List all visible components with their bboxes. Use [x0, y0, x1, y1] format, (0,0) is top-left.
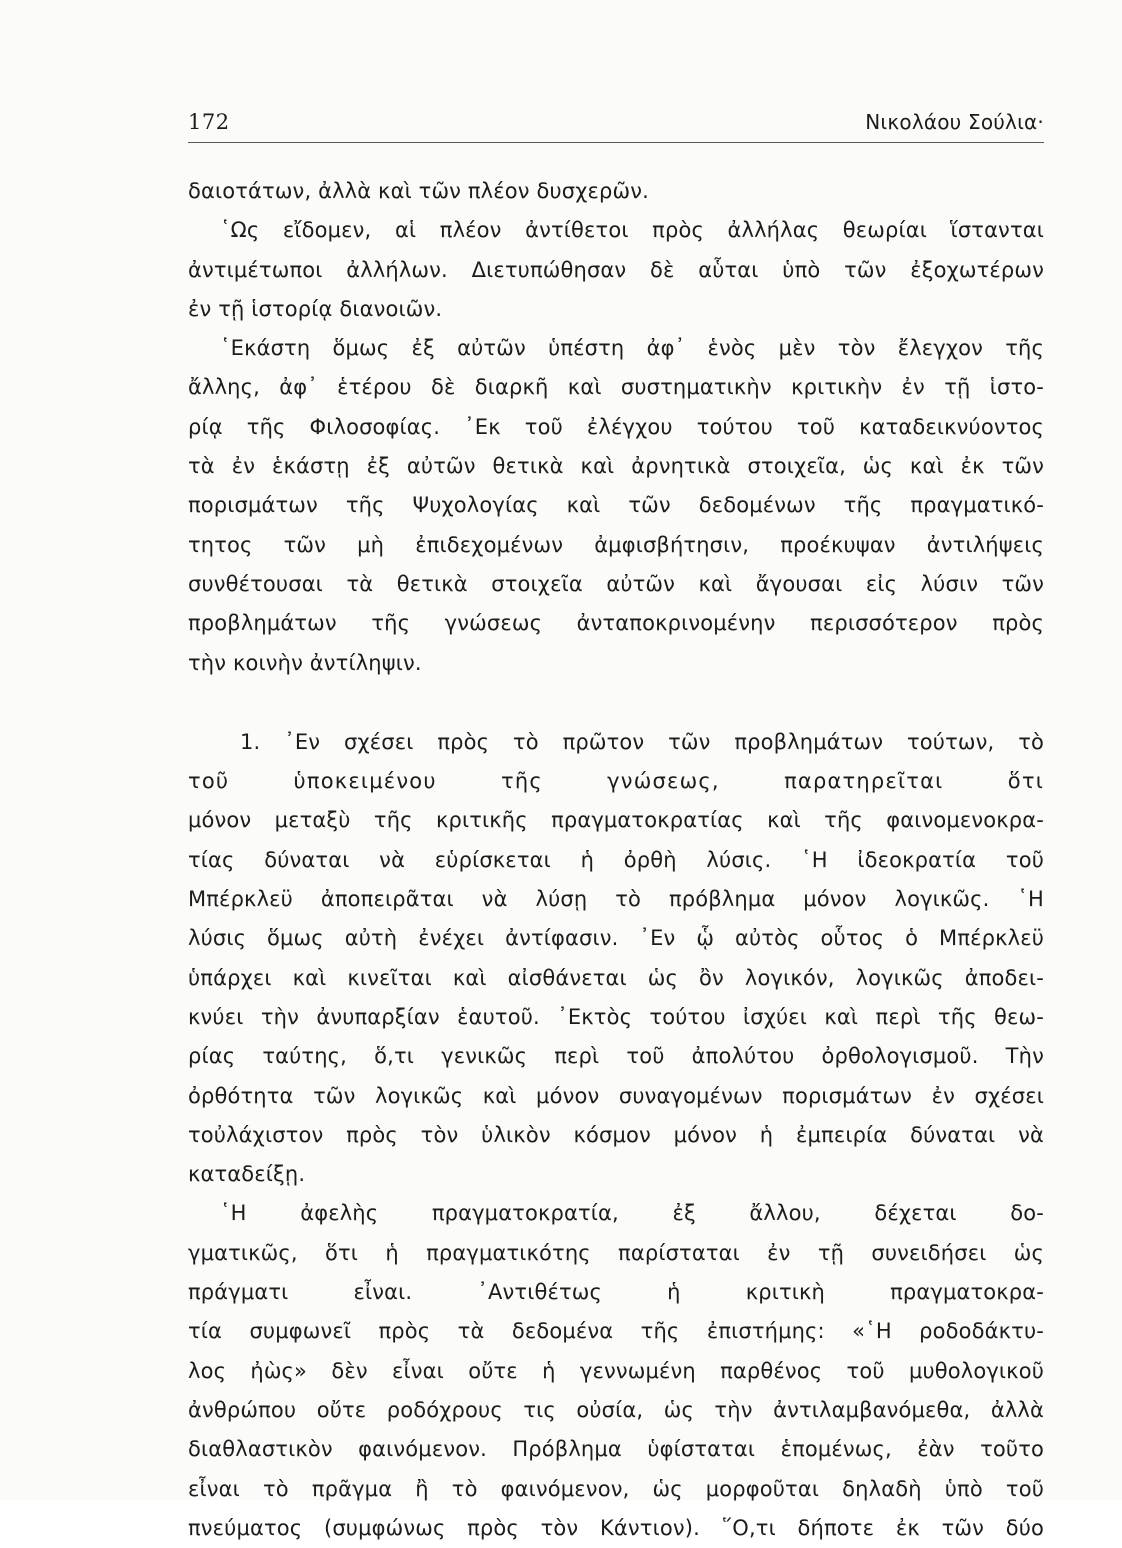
text-line: προβλημάτων τῆς γνώσεως ἀνταποκρινομένην περισσότερον πρὸς [188, 611, 1044, 636]
text-line: Μπέρκλεϋ ἀποπειρᾶται νὰ λύσῃ τὸ πρόβλημα μόνον λογικῶς. ῾Η [188, 887, 1044, 912]
text-line: ρίας ταύτης, ὅ,τι γενικῶς περὶ τοῦ ἀπολύτου ὀρθολογισμοῦ. Τὴν [188, 1044, 1044, 1069]
text-line: λος ἠὼς» δὲν εἶναι οὔτε ἡ γεννωμένη παρθένος τοῦ μυθολογικοῦ [188, 1358, 1044, 1383]
text-line: πνεύματος (συμφώνως πρὸς τὸν Κάντιον). ῞Ο,τι δήποτε ἐκ τῶν δύο [188, 1515, 1044, 1540]
text-line: τία συμφωνεῖ πρὸς τὰ δεδομένα τῆς ἐπιστήμης: «῾Η ροδοδάκτυ- [188, 1319, 1044, 1344]
text-line: διαθλαστικὸν φαινόμενον. Πρόβλημα ὑφίσταται ἑπομένως, ἐὰν τοῦτο [188, 1437, 1044, 1462]
text-line: τὴν κοινὴν ἀντίληψιν. [188, 650, 422, 675]
text-line: καταδείξῃ. [188, 1162, 306, 1187]
text-line: ῾Η ἀφελὴς πραγματοκρατία, ἐξ ἄλλου, δέχεται δο- [220, 1201, 1044, 1226]
text-line: ἐν τῇ ἱστορίᾳ διανοιῶν. [188, 296, 443, 321]
text-line: 1. ᾿Εν σχέσει πρὸς τὸ πρῶτον τῶν προβλημάτων τούτων, τὸ [240, 729, 1044, 754]
text-line: εἶναι τὸ πρᾶγμα ἢ τὸ φαινόμενον, ὡς μορφοῦται δηλαδὴ ὑπὸ τοῦ [188, 1476, 1044, 1501]
text-line: τοὐλάχιστον πρὸς τὸν ὑλικὸν κόσμον μόνον ἡ ἐμπειρία δύναται νὰ [188, 1122, 1044, 1147]
text-line: δαιοτάτων, ἀλλὰ καὶ τῶν πλέον δυσχερῶν. [188, 179, 649, 203]
text-line: ρίᾳ τῆς Φιλοσοφίας. ᾿Εκ τοῦ ἐλέγχου τούτου τοῦ καταδεικνύοντος [188, 414, 1044, 439]
page-header [188, 104, 1044, 144]
text-line: πράγματι εἶναι. ᾿Αντιθέτως ἡ κριτικὴ πραγματοκρα- [188, 1280, 1044, 1305]
text-line: κνύει τὴν ἀνυπαρξίαν ἑαυτοῦ. ᾿Εκτὸς τούτου ἰσχύει καὶ περὶ τῆς θεω- [188, 1004, 1044, 1029]
text-line: τὰ ἐν ἑκάστῃ ἐξ αὐτῶν θετικὰ καὶ ἀρνητικὰ στοιχεῖα, ὡς καὶ ἐκ τῶν [188, 454, 1044, 479]
page-number: 172 [188, 110, 230, 134]
text-line: συνθέτουσαι τὰ θετικὰ στοιχεῖα αὐτῶν καὶ ἄγουσαι εἰς λύσιν τῶν [188, 571, 1044, 596]
text-line: μόνον μεταξὺ τῆς κριτικῆς πραγματοκρατίας καὶ τῆς φαινομενοκρα- [188, 808, 1044, 833]
text-line: τητος τῶν μὴ ἐπιδεχομένων ἀμφισβήτησιν, προέκυψαν ἀντιλήψεις [188, 532, 1044, 557]
text-line: γματικῶς, ὅτι ἡ πραγματικότης παρίσταται ἐν τῇ συνειδήσει ὡς [188, 1240, 1044, 1265]
text-line: πορισμάτων τῆς Ψυχολογίας καὶ τῶν δεδομένων τῆς πραγματικό- [188, 493, 1044, 518]
paragraph-gap [188, 683, 1044, 723]
text-line: τοῦ ὑποκειμένου τῆς γνώσεως, παρατηρεῖται ὅτι [188, 769, 1044, 794]
header-rule [188, 142, 1044, 143]
text-line: ἀντιμέτωποι ἀλλήλων. Διετυπώθησαν δὲ αὗται ὑπὸ τῶν ἐξοχωτέρων [188, 257, 1044, 282]
body-text [188, 172, 1044, 1548]
running-head: Νικολάου Σούλια· [865, 110, 1044, 134]
text-line: τίας δύναται νὰ εὑρίσκεται ἡ ὀρθὴ λύσις. ῾Η ἰδεοκρατία τοῦ [188, 847, 1044, 872]
text-line: ἄλλης, ἀφ᾽ ἑτέρου δὲ διαρκῆ καὶ συστηματικὴν κριτικὴν ἐν τῇ ἱστο- [188, 375, 1044, 400]
text-line: ὀρθότητα τῶν λογικῶς καὶ μόνον συναγομένων πορισμάτων ἐν σχέσει [188, 1083, 1044, 1108]
text-line: λύσις ὅμως αὐτὴ ἐνέχει ἀντίφασιν. ᾿Εν ᾧ αὐτὸς οὗτος ὁ Μπέρκλεϋ [188, 926, 1044, 951]
text-line: ὑπάρχει καὶ κινεῖται καὶ αἰσθάνεται ὡς ὂν λογικόν, λογικῶς ἀποδει- [188, 965, 1044, 990]
text-line: ῾Ως εἴδομεν, αἱ πλέον ἀντίθετοι πρὸς ἀλλήλας θεωρίαι ἵστανται [220, 218, 1044, 243]
text-line: ἀνθρώπου οὔτε ροδόχρους τις οὐσία, ὡς τὴν ἀντιλαμβανόμεθα, ἀλλὰ [188, 1397, 1044, 1422]
text-line: ῾Εκάστη ὅμως ἐξ αὐτῶν ὑπέστη ἀφ᾽ ἑνὸς μὲν τὸν ἔλεγχον τῆς [220, 336, 1044, 361]
